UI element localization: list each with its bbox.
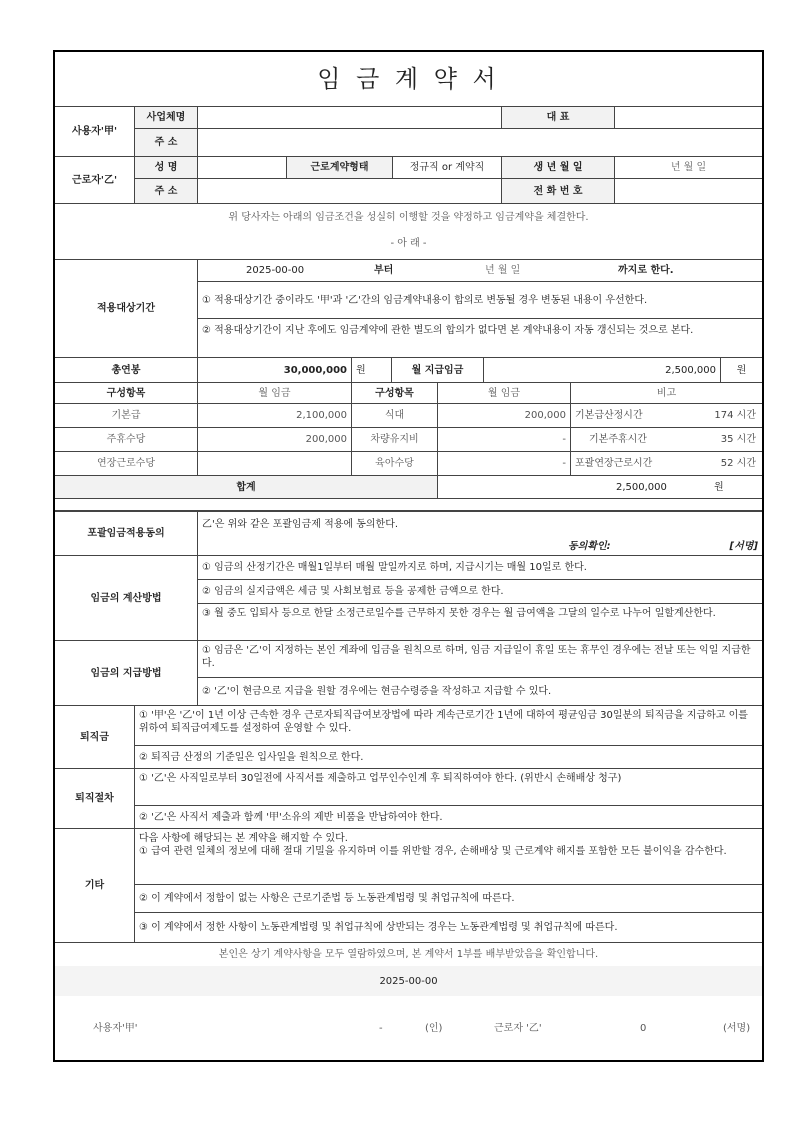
period-start[interactable]: 2025-00-00 xyxy=(246,265,305,276)
period-note-2: ② 적용대상기간이 지난 후에도 임금계약에 관한 별도의 합의가 없다면 본 계약내용이 자동 갱신되는 것으로 본다. xyxy=(198,319,762,358)
intro-below: - 아 래 - xyxy=(390,238,427,249)
employee-sign-value[interactable]: 0 xyxy=(640,1023,647,1034)
contract-type-label: 근로계약형태 xyxy=(287,157,393,179)
intro-block xyxy=(55,204,762,260)
comp-row-3-item: 연장근로수당 xyxy=(55,452,198,476)
comp-row-3-note-label: 포괄연장근로시간 xyxy=(575,458,653,469)
employee-signature[interactable]: (서명) xyxy=(723,1023,751,1034)
comp-row-3-wage[interactable] xyxy=(198,452,352,476)
phone-label: 전 화 번 호 xyxy=(502,179,615,204)
period-end[interactable]: 년 월 일 xyxy=(485,265,521,276)
calc-item-1: ① 임금의 산정기간은 매월1일부터 매월 말일까지로 하며, 지급시기는 매월 10일로 한다. xyxy=(198,556,762,580)
monthly-pay-label: 월 지급임금 xyxy=(392,358,484,383)
calc-item-3: ③ 월 중도 입퇴사 등으로 한달 소정근로일수를 근무하지 못한 경우는 월 급여액을 그달의 일수로 나누어 일할계산한다. xyxy=(198,604,762,641)
comp-row-3-note xyxy=(571,452,762,476)
etc-item-3: ③ 이 계약에서 정한 사항이 노동관계법령 및 취업규칙에 상반되는 경우는 노동관계법령 및 취업규칙에 따른다. xyxy=(135,913,762,943)
comp-row-2-note xyxy=(571,428,762,452)
comp-header-wage: 월 임금 xyxy=(198,383,352,404)
contract-type-field[interactable]: 정규직 or 계약직 xyxy=(393,157,502,179)
comp-row-1-item: 기본급 xyxy=(55,404,198,428)
representative-field[interactable] xyxy=(615,107,762,129)
comp-row-3-wage-2[interactable]: - xyxy=(438,452,571,476)
period-from: 부터 xyxy=(374,265,394,276)
employee-name-field[interactable] xyxy=(198,157,287,179)
etc-label: 기타 xyxy=(55,829,135,943)
calc-label: 임금의 계산방법 xyxy=(55,556,198,641)
period-until: 까지로 한다. xyxy=(618,265,674,276)
consent-confirm: 동의확인: xyxy=(568,541,611,552)
resign-label: 퇴직절차 xyxy=(55,769,135,829)
comp-row-2-note-label: 기본주휴시간 xyxy=(589,434,647,445)
period-note-1: ① 적용대상기간 중이라도 '甲'과 '乙'간의 임금계약내용이 합의로 변동될 경우 변동된 내용이 우선한다. xyxy=(198,282,762,319)
comp-header-note: 비고 xyxy=(571,383,762,404)
company-name-field[interactable] xyxy=(198,107,502,129)
consent-label: 포괄임금적용동의 xyxy=(55,511,198,556)
comp-row-2-wage[interactable]: 200,000 xyxy=(198,428,352,452)
employer-sign-label: 사용자'甲' xyxy=(93,1023,138,1034)
page-title: 임 금 계 약 서 xyxy=(55,52,762,107)
consent-block xyxy=(198,511,762,556)
comp-row-1-note xyxy=(571,404,762,428)
spacer xyxy=(55,499,762,511)
consent-sign[interactable]: [서명] xyxy=(729,541,758,552)
period-label: 적용대상기간 xyxy=(55,260,198,358)
comp-header-item-2: 구성항목 xyxy=(352,383,438,404)
birth-date-field[interactable]: 년 월 일 xyxy=(615,157,762,179)
etc-item-1: 다음 사항에 해당되는 본 계약을 해지할 수 있다. ① 급여 관련 일체의 정보에 대해 절대 기밀을 유지하며 이를 위반할 경우, 손해배상 및 근로계약 해지를 포함한 모든 불이익을 감수한다. xyxy=(135,829,762,885)
signature-row xyxy=(55,996,762,1060)
representative-label: 대 표 xyxy=(502,107,615,129)
employer-seal[interactable]: (인) xyxy=(425,1023,443,1034)
annual-salary-value[interactable]: 30,000,000 xyxy=(198,358,352,383)
closing-statement: 본인은 상기 계약사항을 모두 열람하였으며, 본 계약서 1부를 배부받았음을 확인합니다. xyxy=(218,949,599,960)
severance-label: 퇴직금 xyxy=(55,706,135,769)
annual-salary-unit: 원 xyxy=(352,358,392,383)
consent-text: 乙'은 위와 같은 포괄임금제 적용에 동의한다. xyxy=(202,519,399,530)
monthly-pay-unit: 원 xyxy=(721,358,762,383)
calc-item-2: ② 임금의 실지급액은 세금 및 사회보험료 등을 공제한 금액으로 한다. xyxy=(198,580,762,604)
comp-row-3-item-2: 육아수당 xyxy=(352,452,438,476)
comp-row-2-item-2: 차량유지비 xyxy=(352,428,438,452)
employee-name-label: 성 명 xyxy=(135,157,198,179)
comp-row-2-item: 주휴수당 xyxy=(55,428,198,452)
company-name-label: 사업체명 xyxy=(135,107,198,129)
total-value-cell xyxy=(438,476,762,499)
comp-row-1-note-hours: 174 시간 xyxy=(714,410,756,421)
employee-sign-label: 근로자 '乙' xyxy=(494,1023,542,1034)
birth-date-label: 생 년 월 일 xyxy=(502,157,615,179)
employee-address-field[interactable] xyxy=(198,179,502,204)
employer-label: 사용자'甲' xyxy=(55,107,135,157)
phone-field[interactable] xyxy=(615,179,762,204)
closing-date[interactable]: 2025-00-00 xyxy=(55,966,762,996)
comp-row-3-note-hours: 52 시간 xyxy=(720,458,756,469)
total-value[interactable]: 2,500,000 xyxy=(616,482,667,493)
comp-row-1-wage[interactable]: 2,100,000 xyxy=(198,404,352,428)
employer-sign-value[interactable]: - xyxy=(379,1023,383,1034)
comp-row-2-wage-2[interactable]: - xyxy=(438,428,571,452)
intro-sentence: 위 당사자는 아래의 임금조건을 성실히 이행할 것을 약정하고 임금계약을 체결한다. xyxy=(228,212,589,223)
pay-label: 임금의 지급방법 xyxy=(55,641,198,706)
severance-item-2: ② 퇴직금 산정의 기준일은 입사일을 원칙으로 한다. xyxy=(135,746,762,769)
comp-row-1-item-2: 식대 xyxy=(352,404,438,428)
pay-item-2: ② '乙'이 현금으로 지급을 원할 경우에는 현금수령증을 작성하고 지급할 수 있다. xyxy=(198,678,762,706)
period-range xyxy=(198,260,762,282)
comp-header-item: 구성항목 xyxy=(55,383,198,404)
comp-header-wage-2: 월 임금 xyxy=(438,383,571,404)
employer-address-field[interactable] xyxy=(198,129,762,157)
resign-item-2: ② '乙'은 사직서 제출과 함께 '甲'소유의 제반 비품을 반납하여야 한다. xyxy=(135,806,762,829)
employee-label: 근로자'乙' xyxy=(55,157,135,204)
pay-item-1: ① 임금은 '乙'이 지정하는 본인 계좌에 입금을 원칙으로 하며, 임금 지급일이 휴일 또는 휴무인 경우에는 전날 또는 익일 지급한다. xyxy=(198,641,762,678)
comp-row-1-note-label: 기본급산정시간 xyxy=(575,410,643,421)
employee-address-label: 주 소 xyxy=(135,179,198,204)
annual-salary-label: 총연봉 xyxy=(55,358,198,383)
total-label: 합계 xyxy=(55,476,438,499)
severance-item-1: ① '甲'은 '乙'이 1년 이상 근속한 경우 근로자퇴직급여보장법에 따라 계속근로기간 1년에 대하여 평균임금 30일분의 퇴직금을 지급하고 이를 위하여 퇴직급여제도를 설정하여 운영할 수 있다. xyxy=(135,706,762,746)
resign-item-1: ① '乙'은 사직일로부터 30일전에 사직서를 제출하고 업무인수인계 후 퇴직하여야 한다. (위반시 손해배상 청구) xyxy=(135,769,762,806)
comp-row-2-note-hours: 35 시간 xyxy=(720,434,756,445)
comp-row-1-wage-2[interactable]: 200,000 xyxy=(438,404,571,428)
contract-sheet xyxy=(53,50,764,1062)
etc-item-2: ② 이 계약에서 정함이 없는 사항은 근로기준법 등 노동관계법령 및 취업규칙에 따른다. xyxy=(135,885,762,913)
total-unit: 원 xyxy=(714,482,724,493)
monthly-pay-value[interactable]: 2,500,000 xyxy=(484,358,721,383)
employer-address-label: 주 소 xyxy=(135,129,198,157)
